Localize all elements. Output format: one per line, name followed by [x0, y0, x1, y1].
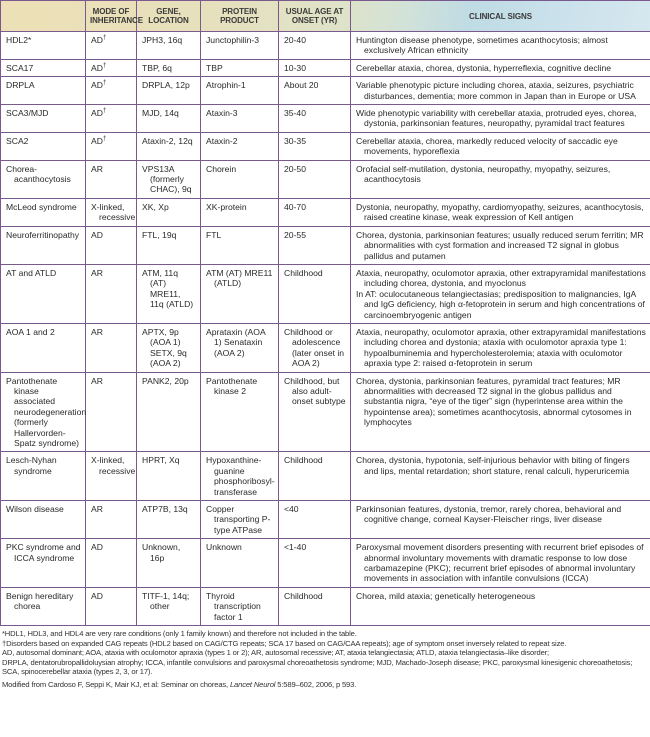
- header-gene: GENE, LOCATION: [137, 1, 201, 32]
- header-onset: USUAL AGE AT ONSET (YR): [279, 1, 351, 32]
- inheritance-cell: [86, 501, 137, 539]
- disorder-cell: [1, 105, 86, 133]
- table-row: [1, 372, 650, 452]
- table-row: [1, 198, 650, 226]
- protein-cell: [201, 77, 279, 105]
- table-row: [1, 587, 650, 625]
- table-row: [1, 452, 650, 501]
- onset-cell: [279, 77, 351, 105]
- inheritance-value: AD: [91, 62, 103, 73]
- inheritance-value: X-linked, recessive: [91, 201, 136, 223]
- protein-cell: [201, 372, 279, 452]
- inheritance-cell: [86, 372, 137, 452]
- source-prefix: Modified from Cardoso F, Seppi K, Mair KJ, et al: Seminar on choreas,: [2, 680, 230, 690]
- disorder-cell-text: Wilson disease: [6, 504, 64, 515]
- dagger-footnote-mark: †: [102, 108, 107, 115]
- disorder-cell: [1, 132, 86, 160]
- protein-cell-text: Atrophin-1: [206, 80, 246, 91]
- signs-cell: [351, 105, 650, 133]
- onset-cell-text: Childhood, but also adult-onset subtype: [284, 375, 346, 407]
- gene-cell-text: HPRT, Xq: [142, 455, 180, 466]
- protein-cell-text: ATM (AT) MRE11 (ATLD): [206, 267, 273, 289]
- inheritance-cell: [86, 32, 137, 60]
- disorder-cell-text: DRPLA: [6, 80, 35, 91]
- footnote-line: †Disorders based on expanded CAG repeats (HDL2 based on CAG/CTG repeats; SCA 17 based on CAG/CAA repeats); age of symptom onset inversely related to repeat size.: [2, 638, 567, 648]
- gene-cell: [137, 372, 201, 452]
- signs-cell: [351, 32, 650, 60]
- disorder-cell-text: HDL2*: [6, 35, 32, 45]
- onset-cell-text: 20-40: [284, 35, 306, 45]
- gene-cell-text: VPS13A (formerly CHAC), 9q: [142, 163, 192, 195]
- inheritance-text: [91, 108, 132, 118]
- header-signs: CLINICAL SIGNS: [351, 1, 650, 32]
- signs-cell: [351, 539, 650, 588]
- protein-cell: [201, 59, 279, 76]
- signs-text: Variable phenotypic picture including chorea, ataxia, seizures, psychiatric disturbances, dementia; more common in Japan than in Europe or USA: [356, 80, 636, 101]
- protein-cell: [201, 264, 279, 323]
- header-disorder: [1, 1, 86, 32]
- header-inheritance: MODE OF INHERITANCE: [86, 1, 137, 32]
- onset-cell-text: 20-50: [284, 163, 306, 174]
- table-row: [1, 59, 650, 76]
- disorder-cell-text: Neuroferritinopathy: [6, 229, 80, 240]
- onset-cell: [279, 132, 351, 160]
- inheritance-value: AD: [91, 135, 103, 146]
- inheritance-cell: [86, 539, 137, 588]
- table-row: [1, 539, 650, 588]
- gene-cell: [137, 132, 201, 160]
- inheritance-text: [91, 201, 136, 223]
- inheritance-cell: [86, 226, 137, 264]
- gene-cell-text: Unknown, 16p: [142, 542, 181, 563]
- disorder-cell: [1, 539, 86, 588]
- protein-cell-text: Thyroid transcription factor 1: [206, 590, 261, 622]
- inheritance-text: [91, 268, 132, 278]
- gene-cell: [137, 452, 201, 501]
- dagger-footnote-mark: †: [102, 62, 107, 69]
- inheritance-cell: [86, 132, 137, 160]
- inheritance-text: [91, 136, 132, 146]
- disorder-cell-text: McLeod syndrome: [6, 201, 77, 212]
- inheritance-value: AD: [91, 108, 103, 119]
- disorder-cell-text: SCA17: [6, 62, 34, 73]
- inheritance-value: AD: [91, 35, 103, 45]
- protein-cell: [201, 132, 279, 160]
- protein-cell: [201, 32, 279, 60]
- inheritance-cell: [86, 160, 137, 198]
- protein-cell-text: Aprataxin (AOA 1) Senataxin (AOA 2): [206, 326, 266, 358]
- inheritance-value: AR: [91, 163, 103, 174]
- signs-text: In AT: oculocutaneous telangiectasias; predisposition to malignancies, IgA and IgG deficiency, high α-fetoprotein in serum and high concentrations of carcinoembryogenic antigen: [356, 288, 645, 320]
- inheritance-value: X-linked, recessive: [91, 455, 136, 476]
- onset-cell: [279, 452, 351, 501]
- protein-cell-text: Chorein: [206, 163, 237, 174]
- gene-cell-text: MJD, 14q: [142, 108, 179, 119]
- header-protein: PROTEIN PRODUCT: [201, 1, 279, 32]
- table-row: [1, 132, 650, 160]
- signs-text: Cerebellar ataxia, chorea, dystonia, hyperreflexia, cognitive decline: [356, 62, 612, 73]
- protein-cell-text: Ataxin-2: [206, 135, 238, 146]
- onset-cell-text: About 20: [284, 80, 319, 91]
- disorder-cell-text: Lesch-Nyhan syndrome: [6, 455, 57, 476]
- disorder-cell: [1, 160, 86, 198]
- disorder-cell: [1, 59, 86, 76]
- protein-cell-text: TBP: [206, 62, 223, 73]
- onset-cell-text: 30-35: [284, 135, 306, 146]
- disorder-cell-text: Benign hereditary chorea: [6, 590, 74, 612]
- signs-text: Ataxia, neuropathy, oculomotor apraxia, other extrapyramidal manifestations including chorea and dystonia; ataxia with oculomotor apraxia type 1: hypoalbuminemia and hypercholesterolemia; ataxia with oculomotor apraxia type 2: raised α-fetoprotein in serum: [356, 326, 646, 369]
- gene-cell: [137, 501, 201, 539]
- disorder-cell-text: Pantothenate kinase associated neurodegeneration (formerly Hallervorden-Spatz syndrome): [6, 375, 87, 448]
- inheritance-value: AD: [91, 590, 103, 601]
- inheritance-value: AD: [91, 229, 103, 240]
- gene-cell-text: ATP7B, 13q: [142, 504, 188, 515]
- disorder-cell: [1, 501, 86, 539]
- inheritance-value: AD: [91, 80, 103, 91]
- protein-cell: [201, 198, 279, 226]
- inheritance-cell: [86, 264, 137, 323]
- gene-cell: [137, 77, 201, 105]
- table-row: [1, 105, 650, 133]
- protein-cell-text: Hypoxanthine-guanine phosphoribosyl-transferase: [206, 455, 275, 497]
- gene-cell-text: JPH3, 16q: [142, 35, 183, 45]
- inheritance-value: AR: [91, 326, 103, 337]
- onset-cell-text: <1-40: [284, 542, 307, 553]
- signs-cell: [351, 226, 650, 264]
- gene-cell-text: APTX, 9p (AOA 1) SETX, 9q (AOA 2): [142, 326, 187, 369]
- onset-cell: [279, 587, 351, 625]
- footnote-line: DRPLA, dentatorubropallidoluysian atrophy; ICCA, infantile convulsions and paroxysmal choreoathetosis syndrome; MJD, Machado-Joseph disease; PKC, paroxysmal kinesigenic choreoathetosis;: [2, 657, 633, 667]
- gene-cell-text: FTL, 19q: [142, 229, 177, 240]
- onset-cell-text: Childhood: [284, 267, 323, 278]
- signs-text: Wide phenotypic variability with cerebellar ataxia, protruded eyes, chorea, dystonia, parkinsonian features, neuropathy, pyramidal tract features: [356, 108, 637, 129]
- dagger-footnote-mark: †: [102, 135, 107, 142]
- inheritance-value: AD: [91, 542, 103, 553]
- footnote-line: *HDL1, HDL3, and HDL4 are very rare conditions (only 1 family known) and therefore not included in the table.: [2, 629, 357, 639]
- gene-cell: [137, 59, 201, 76]
- disorder-cell: [1, 77, 86, 105]
- onset-cell-text: <40: [284, 504, 299, 515]
- protein-cell: [201, 452, 279, 501]
- signs-text: Paroxysmal movement disorders presenting with recurrent brief episodes of abnormal involuntary movements with dramatic response to low dose carbamazepine (PKC); recurrent brief episodes of abnormal involuntary movements in association with infantile convulsions (ICCA): [356, 542, 644, 584]
- disorder-cell-text: Chorea-acanthocytosis: [6, 163, 71, 185]
- inheritance-text: [91, 376, 132, 386]
- protein-cell: [201, 323, 279, 372]
- disorder-cell: [1, 323, 86, 372]
- onset-cell: [279, 59, 351, 76]
- inheritance-text: [91, 542, 132, 552]
- protein-cell-text: XK-protein: [206, 201, 247, 212]
- signs-text: Parkinsonian features, dystonia, tremor, rarely chorea, behavioral and cognitive change, corneal Kayser-Fleischer rings, liver disease: [356, 504, 622, 525]
- table-row: [1, 323, 650, 372]
- disorder-cell: [1, 32, 86, 60]
- signs-text: Chorea, dystonia, parkinsonian features, pyramidal tract features; MR abnormalities with decreased T2 signal in the globus pallidus and substantia nigra, “eye of the tiger” sign (hyperintense area within the hypointense area); sometimes acanthocytosis, abnormal cytosomes in lymphocytes: [356, 375, 632, 428]
- disorder-cell: [1, 198, 86, 226]
- gene-cell: [137, 105, 201, 133]
- inheritance-text: [91, 230, 132, 240]
- signs-text: Chorea, dystonia, parkinsonian features; usually reduced serum ferritin; MR abnormalities with cyst formation and increased T2 signal in globus pallidus and putamen: [356, 229, 644, 261]
- onset-cell: [279, 372, 351, 452]
- inheritance-text: [91, 80, 132, 90]
- onset-cell: [279, 226, 351, 264]
- protein-cell-text: FTL: [206, 229, 222, 240]
- inheritance-text: [91, 35, 132, 45]
- inheritance-text: [91, 327, 132, 337]
- gene-cell-text: PANK2, 20p: [142, 375, 189, 386]
- gene-cell-text: XK, Xp: [142, 201, 169, 212]
- onset-cell-text: 10-30: [284, 62, 306, 73]
- protein-cell-text: Junctophilin-3: [206, 35, 260, 45]
- source-citation: [2, 680, 648, 690]
- onset-cell: [279, 32, 351, 60]
- table-row: [1, 501, 650, 539]
- signs-cell: [351, 160, 650, 198]
- gene-cell-text: TBP, 6q: [142, 62, 172, 73]
- protein-cell: [201, 105, 279, 133]
- signs-text: Dystonia, neuropathy, myopathy, cardiomyopathy, seizures, acanthocytosis, raised creatine kinase, weak expression of Kell antigen: [356, 201, 644, 223]
- inheritance-cell: [86, 77, 137, 105]
- source-journal: Lancet Neurol: [229, 680, 276, 690]
- signs-text: Chorea, dystonia, hypotonia, self-injurious behavior with biting of fingers and lips, mental retardation; short stature, renal calculi, hyperuricemia: [356, 455, 630, 476]
- gene-cell-text: ATM, 11q (AT) MRE11, 11q (ATLD): [142, 267, 194, 310]
- table-row: [1, 160, 650, 198]
- onset-cell-text: Childhood: [284, 590, 323, 601]
- disorder-cell-text: SCA2: [6, 135, 29, 146]
- inheritance-text: [91, 164, 132, 174]
- protein-cell: [201, 160, 279, 198]
- gene-cell-text: Ataxin-2, 12q: [142, 135, 193, 146]
- disorder-cell-text: AT and ATLD: [6, 267, 57, 278]
- signs-cell: [351, 501, 650, 539]
- protein-cell-text: Pantothenate kinase 2: [206, 375, 258, 396]
- signs-cell: [351, 77, 650, 105]
- disorder-cell-text: PKC syndrome and ICCA syndrome: [6, 542, 81, 563]
- signs-text: Orofacial self-mutilation, dystonia, neuropathy, myopathy, seizures, acanthocytosis: [356, 163, 611, 185]
- signs-cell: [351, 452, 650, 501]
- gene-cell: [137, 160, 201, 198]
- gene-cell-text: DRPLA, 12p: [142, 80, 190, 91]
- onset-cell: [279, 264, 351, 323]
- gene-cell: [137, 323, 201, 372]
- inheritance-cell: [86, 59, 137, 76]
- protein-cell: [201, 226, 279, 264]
- inheritance-text: [91, 591, 132, 601]
- onset-cell-text: 35-40: [284, 108, 306, 119]
- footnote-line: AD, autosomal dominant; AOA, ataxia with oculomotor apraxia (types 1 or 2); AR, autosomal recessive; AT, ataxia telangiectasia; ATLD, ataxia telangiectasia–like disorder;: [2, 648, 549, 658]
- disorder-cell: [1, 226, 86, 264]
- disorder-cell: [1, 372, 86, 452]
- signs-cell: [351, 264, 650, 323]
- signs-cell: [351, 59, 650, 76]
- disorder-cell: [1, 587, 86, 625]
- inheritance-text: [91, 504, 132, 514]
- protein-cell: [201, 587, 279, 625]
- footnote-line: SCA, spinocerebellar ataxia (types 2, 3, or 17).: [2, 667, 153, 677]
- onset-cell: [279, 501, 351, 539]
- onset-cell-text: Childhood: [284, 455, 323, 466]
- table-header-row: [1, 1, 650, 32]
- onset-cell: [279, 160, 351, 198]
- inheritance-value: AR: [91, 375, 103, 386]
- inheritance-cell: [86, 587, 137, 625]
- inheritance-text: [91, 63, 132, 73]
- signs-cell: [351, 587, 650, 625]
- signs-text: Cerebellar ataxia, chorea, markedly reduced velocity of saccadic eye movements, hyporeflexia: [356, 135, 618, 157]
- inheritance-value: AR: [91, 504, 103, 515]
- disorder-cell-text: AOA 1 and 2: [6, 326, 55, 337]
- protein-cell-text: Unknown: [206, 542, 242, 553]
- source-suffix: 5:589–602, 2006, p 593.: [275, 680, 357, 690]
- protein-cell-text: Copper transporting P-type ATPase: [206, 504, 271, 535]
- onset-cell-text: Childhood or adolescence (later onset in AOA 2): [284, 326, 345, 369]
- protein-cell: [201, 539, 279, 588]
- gene-cell: [137, 198, 201, 226]
- gene-cell: [137, 539, 201, 588]
- table-row: [1, 264, 650, 323]
- onset-cell: [279, 539, 351, 588]
- inheritance-text: [91, 455, 136, 476]
- gene-cell: [137, 226, 201, 264]
- inheritance-cell: [86, 198, 137, 226]
- table-row: [1, 226, 650, 264]
- protein-cell: [201, 501, 279, 539]
- inheritance-value: AR: [91, 267, 103, 278]
- signs-cell: [351, 372, 650, 452]
- dagger-footnote-mark: †: [102, 35, 107, 42]
- onset-cell-text: 40-70: [284, 201, 306, 212]
- signs-text: Huntington disease phenotype, sometimes acanthocytosis; almost exclusively African ethnicity: [356, 35, 608, 56]
- signs-cell: [351, 323, 650, 372]
- dagger-footnote-mark: †: [102, 80, 107, 87]
- inheritance-cell: [86, 323, 137, 372]
- onset-cell: [279, 105, 351, 133]
- protein-cell-text: Ataxin-3: [206, 108, 238, 119]
- signs-text: Chorea, mild ataxia; genetically heterogeneous: [356, 590, 536, 601]
- onset-cell-text: 20-55: [284, 229, 306, 240]
- signs-text: Ataxia, neuropathy, oculomotor apraxia, other extrapyramidal manifestations including chorea, dystonia, and myoclonus: [356, 267, 646, 289]
- signs-cell: [351, 198, 650, 226]
- disorder-cell-text: SCA3/MJD: [6, 108, 49, 119]
- gene-cell-text: TITF-1, 14q; other: [142, 590, 190, 612]
- onset-cell: [279, 323, 351, 372]
- disorder-cell: [1, 452, 86, 501]
- disorder-cell: [1, 264, 86, 323]
- inheritance-cell: [86, 105, 137, 133]
- gene-cell: [137, 32, 201, 60]
- inheritance-cell: [86, 452, 137, 501]
- table-row: [1, 32, 650, 60]
- table-row: [1, 77, 650, 105]
- signs-cell: [351, 132, 650, 160]
- onset-cell: [279, 198, 351, 226]
- gene-cell: [137, 587, 201, 625]
- gene-cell: [137, 264, 201, 323]
- footnotes: [0, 626, 650, 690]
